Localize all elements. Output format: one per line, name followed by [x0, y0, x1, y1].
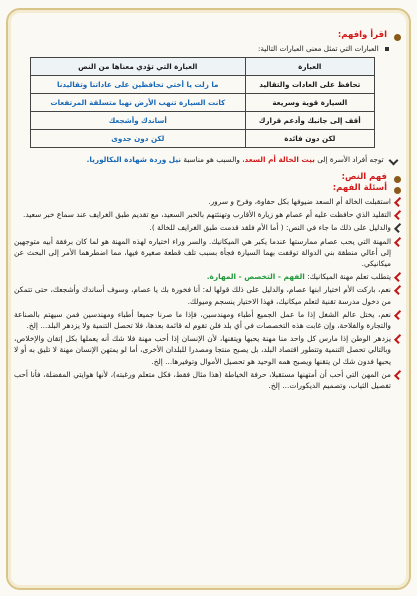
answer-text: نعم، يختل عالم الشغل إذا ما عمل الجميع أطباء ومهندسين، فإذا ما صرنا جميعا أطباء ومهندسين فمن سيهتم بالصناعة والتجارة والفلاحة، وإن غابت هذه التخصصات في أي بلد فلن تقوم له قائمة بعدها، فلا تحصل التنمية ولا يزدهر البلد... إلخ.: [14, 309, 391, 331]
check-icon: [389, 155, 399, 165]
heading-text: أسئلة الفهم:: [332, 182, 387, 193]
table-cell: ما زلت يا أختي تحافظين على عاداتنا وتقاليدنا: [31, 76, 246, 94]
answer-text: المهنة التي يحب عصام ممارستها عندما يكبر هي الميكانيك. والسر وراء اختياره لهذه المهنة هو لما كان برفقة أبيه متوجهين إلى أعالي منطقة بني الدوالة توقفت بهما السيارة فجأة بسبب تلف قطعة صغيرة فيها، مما اضطرهما الأمر إلى البحث عن ميكانيكي.: [14, 236, 391, 269]
check-icon: [394, 370, 404, 380]
table-cell: السيارة قوية وسريعة: [245, 94, 374, 112]
check-icon: [394, 272, 404, 282]
table-cell: لكن دون جدوى: [31, 130, 246, 148]
answer-text: يتطلب تعلم مهنة الميكانيك:: [307, 272, 391, 282]
table-cell: كانت السيارة تنهب الأرض نهبا متسلقة المرتفعات: [31, 94, 246, 112]
bullet-icon: [394, 176, 401, 183]
table-row: [31, 94, 375, 112]
answers-list: [14, 196, 403, 391]
answer-text: التقليد الذي حافظت عليه أم عصام هو زيارة الأقارب وتهنئتهم بالخبر السعيد، مع تقديم طبق الغرايف عند سماع خبر سعيد.: [23, 210, 391, 220]
bullet-icon: [394, 187, 401, 194]
check-icon: [394, 210, 404, 220]
instruction: [14, 43, 389, 54]
answer-text: والدليل على ذلك ما جاء في النص: ( أما الأم فلقد قدمت طبق الغرايف للخالة ).: [149, 223, 391, 233]
instruction-text: العبارات التي تمثل معنى العبارات التالية:: [258, 44, 379, 54]
check-icon: [394, 197, 404, 207]
check-icon: [394, 223, 404, 233]
answer-text: يزدهر الوطن إذا مارس كل واحد منا مهنة يحبها ويتقنها، لأن الإنسان إذا أحب مهنة فلا شك أنه يعملها بكل إتقان والإخلاص، وبالتالي تحصل التنمية وتتطور اقتصاد البلد، بل يصبح منتجا ومصدرا للبلدان الأخرى، أما لو يمتهن الإنسان مهنة لا تليق به أو لا يحبها فدون شك لن يتقنها ويصبح همه الوحيد هو تحصيل الأموال وتوفيرها... إلخ.: [14, 334, 391, 366]
list-item: [14, 284, 403, 306]
note-event: نيل وردة شهادة البكالوريا.: [86, 155, 182, 165]
table-row: [31, 130, 375, 148]
table-cell: لكن دون فائدة: [245, 130, 374, 148]
answer-highlight: الفهم - التخصص - المهارة.: [206, 272, 305, 282]
heading-text: فهم النص:: [341, 171, 387, 182]
square-bullet-icon: [385, 47, 389, 51]
answer-text: نعم، باركت الأم اختيار ابنها عصام، والدليل على ذلك قولها له: أنا فخورة بك يا عصام، وسوف أساندك وأشجعك، حتى تتمكن من دخول مدرسة تقنية لتعلم ميكانيك، فهذا الاختيار ينسجم وميولك.: [14, 285, 391, 306]
list-item: [14, 222, 403, 233]
content: [14, 30, 403, 393]
table-cell: أساندك وأشجعك: [31, 112, 246, 130]
table-row: [31, 112, 375, 130]
check-icon: [394, 285, 404, 295]
check-icon: [394, 237, 404, 247]
list-item: [14, 236, 403, 270]
answer-text: استقبلت الخالة أم السعد ضيوفها بكل حفاوة، وفرح و سرور.: [208, 197, 391, 207]
list-item: [14, 271, 403, 282]
list-item: [14, 196, 403, 207]
heading-questions: [14, 183, 403, 194]
heading-text-understanding: [14, 172, 403, 183]
phrases-table: [30, 57, 375, 148]
list-item: [14, 333, 403, 367]
heading-read-understand: [14, 30, 403, 41]
list-item: [14, 369, 403, 391]
bullet-icon: [394, 34, 401, 41]
column-header-meaning: العبارة التي تؤدي معناها من النص: [31, 58, 246, 76]
column-header-phrase: العبارة: [245, 58, 374, 76]
note-text: توجه أفراد الأسرة إلى: [317, 155, 384, 165]
check-icon: [394, 334, 404, 344]
note-text: ، والسبب هو مناسبة: [183, 155, 245, 165]
table-cell: أقف إلى جانبك وأدعم قرارك: [245, 112, 374, 130]
check-icon: [394, 310, 404, 320]
table-row: [31, 76, 375, 94]
context-note: [14, 154, 397, 165]
answer-text: من المهن التي أحب أن أمتهنها مستقبلا، حرفة الخياطة (هذا مثال فقط، فكل متعلم ورغبته)، لأنها هوايتي المفضلة، فأنا أحب تفصيل الثياب، وتصميم الديكورات... إلخ.: [14, 369, 391, 391]
table-header-row: [31, 58, 375, 76]
heading-text: اقرأ وافهم:: [337, 30, 387, 40]
table-cell: تحافظ على العادات والتقاليد: [245, 76, 374, 94]
list-item: [14, 309, 403, 331]
note-place: بيت الخالة أم السعد: [244, 155, 315, 165]
list-item: [14, 209, 403, 220]
